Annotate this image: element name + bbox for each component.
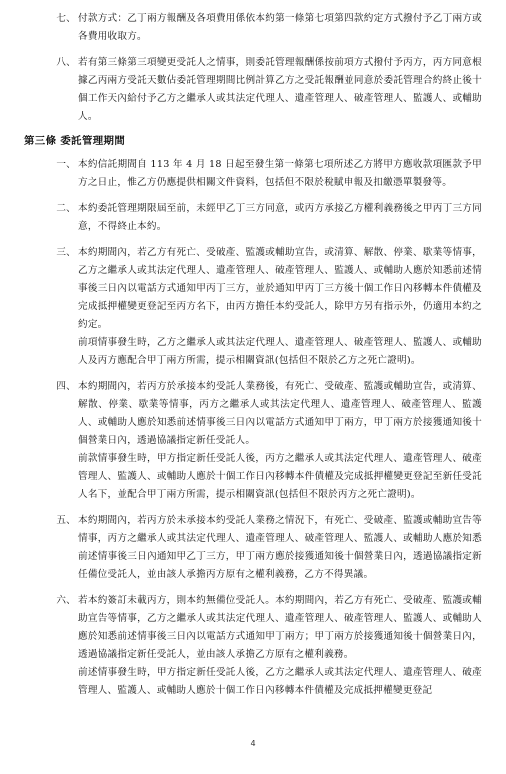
article-item bbox=[24, 200, 482, 236]
item-body bbox=[78, 592, 482, 700]
item-paragraph: 本約期間內，若丙方於未承接本約受託人業務之情況下，有死亡、受破產、監護或輔助宣告等情事，丙方之繼承人或其法定代理人、遺產管理人、破產管理人、監護人、或輔助人應於知悉前述情事後三日內通知甲乙丁三方，甲丁兩方應於接獲通知後十個營業日內，透過協議指定新任備位受託人，並由該人承擔丙方原有之權利義務，乙方不得異議。 bbox=[78, 515, 482, 580]
article-item bbox=[24, 156, 482, 192]
item-body bbox=[78, 244, 482, 370]
article-heading: 第三條 委託管理期間 bbox=[24, 135, 126, 147]
spacer bbox=[24, 236, 482, 244]
item-number: 八、 bbox=[56, 57, 76, 68]
item-body bbox=[78, 512, 482, 584]
spacer bbox=[24, 370, 482, 378]
item-number: 七、 bbox=[56, 13, 76, 24]
item-number: 四、 bbox=[56, 381, 76, 392]
article-item bbox=[24, 512, 482, 584]
trustee-change-fee-item bbox=[24, 54, 482, 126]
article-items bbox=[24, 156, 482, 700]
item-paragraph: 本約委託管理期限屆至前，未經甲乙丁三方同意，或丙方承接乙方權利義務後之甲丙丁三方同意，不得終止本約。 bbox=[78, 203, 482, 232]
item-paragraph: 前項情事發生時，乙方之繼承人或其法定代理人、遺產管理人、破產管理人、監護人、或輔助人及丙方應配合甲丁兩方所需，提示相關資訊(包括但不限於乙方之死亡證明)。 bbox=[78, 337, 482, 366]
item-paragraph: 本約信託期間自 113 年 4 月 18 日起至發生第一條第七項所述乙方將甲方應收款項匯款予甲方之日止，惟乙方仍應提供相關文件資料，包括但不限於稅賦申報及扣繳憑單製發等。 bbox=[78, 159, 482, 188]
item-paragraph: 若本約簽訂未載丙方，則本約無備位受託人。本約期間內，若乙方有死亡、受破產、監護或輔助宣告等情事，乙方之繼承人或其法定代理人、遺產管理人、破產管理人、監護人、或輔助人應於知悉前述情事後三日內以電話方式通知甲丁兩方；甲丁兩方於接獲通知後十個營業日內，透過協議指定新任受託人，並由該人承擔乙方原有之權利義務。 bbox=[78, 595, 482, 660]
item-body bbox=[78, 156, 482, 192]
payment-method-item bbox=[24, 10, 482, 46]
item-paragraph: 付款方式：乙丁兩方報酬及各項費用係依本約第一條第七項第四款約定方式撥付予乙丁兩方或各費用收取方。 bbox=[78, 13, 482, 42]
item-paragraph: 本約期間內，若乙方有死亡、受破產、監護或輔助宣告，或清算、解散、停業、歇業等情事，乙方之繼承人或其法定代理人、遺產管理人、破產管理人、監護人、或輔助人應於知悉前述情事後三日內以電話方式通知甲丙丁三方，並於通知甲丙丁三方後十個工作日內移轉本件債權及完成抵押權變更登記至丙方名下，由丙方擔任本約受託人，除甲方另有指示外，仍適用本約之約定。 bbox=[78, 247, 482, 330]
item-number: 六、 bbox=[56, 595, 76, 606]
item-paragraph: 本約期間內，若丙方於承接本約受託人業務後，有死亡、受破產、監護或輔助宣告，或清算、解散、停業、歇業等情事，丙方之繼承人或其法定代理人、遺產管理人、破產管理人、監護人、或輔助人應於知悉前述情事後三日內以電話方式通知甲丁兩方，甲丁兩方於接獲通知後十個營業日內，透過協議指定新任受託人。 bbox=[78, 381, 482, 446]
item-paragraph: 前述情事發生時，甲方指定新任受託人後，乙方之繼承人或其法定代理人、遺產管理人、破產管理人、監護人、或輔助人應於十個工作日內移轉本件債權及完成抵押權變更登記 bbox=[78, 667, 482, 696]
item-body bbox=[78, 54, 482, 126]
item-body bbox=[78, 10, 482, 46]
article-item bbox=[24, 592, 482, 700]
item-number: 五、 bbox=[56, 515, 76, 526]
item-number: 三、 bbox=[56, 247, 76, 258]
spacer bbox=[24, 46, 482, 54]
article-item bbox=[24, 244, 482, 370]
article-item bbox=[24, 378, 482, 504]
spacer bbox=[24, 504, 482, 512]
item-number: 一、 bbox=[56, 159, 76, 170]
item-paragraph: 若有第三條第三項變更受託人之情事，則委託管理報酬係按前項方式撥付予丙方，丙方同意根據乙丙兩方受託天數佔委託管理期間比例計算乙方之受託報酬並同意於委託管理合約終止後十個工作天內給付予乙方之繼承人或其法定代理人、遺產管理人、破產管理人、監護人、或輔助人。 bbox=[78, 57, 482, 122]
item-number: 二、 bbox=[56, 203, 76, 214]
item-paragraph: 前款情事發生時，甲方指定新任受託人後，丙方之繼承人或其法定代理人、遺產管理人、破產管理人、監護人、或輔助人應於十個工作日內移轉本件債權及完成抵押權變更登記至新任受託人名下，並配合甲丁兩方所需，提示相關資訊(包括但不限於丙方之死亡證明)。 bbox=[78, 453, 482, 500]
page-number: 4 bbox=[250, 739, 256, 748]
item-body bbox=[78, 378, 482, 504]
spacer bbox=[24, 584, 482, 592]
spacer bbox=[24, 192, 482, 200]
item-body bbox=[78, 200, 482, 236]
